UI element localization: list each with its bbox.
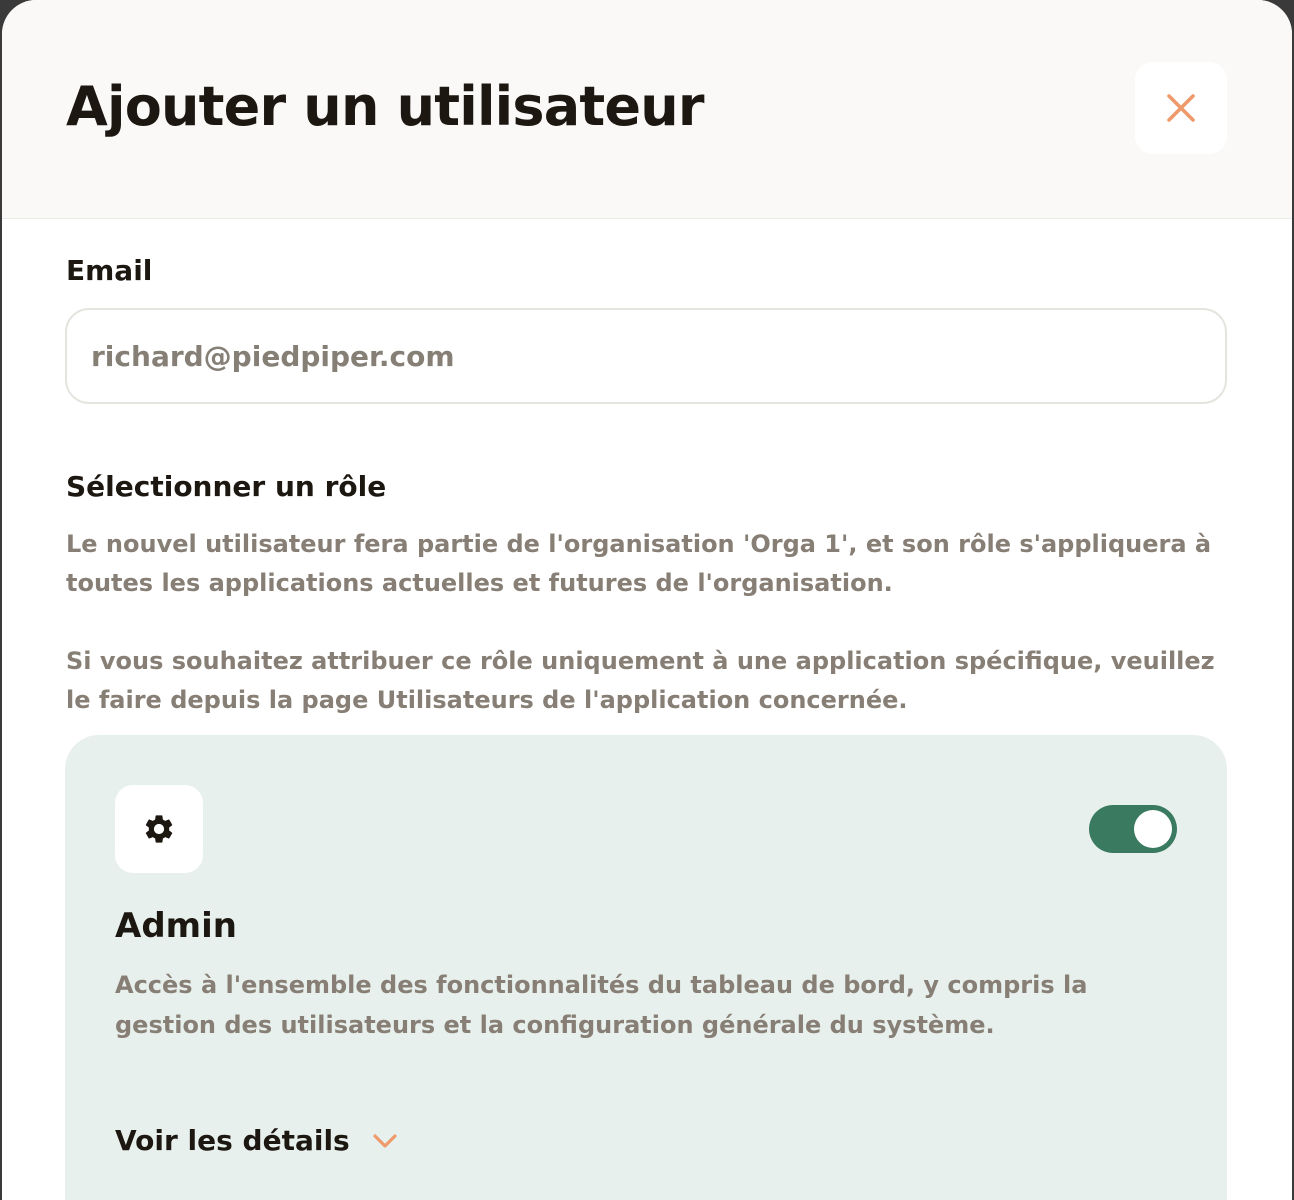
email-label: Email	[66, 254, 153, 287]
role-icon-box	[115, 785, 203, 873]
gear-icon	[142, 812, 176, 846]
close-button[interactable]	[1135, 62, 1227, 154]
add-user-dialog	[2, 0, 1292, 1200]
email-input[interactable]	[65, 308, 1227, 404]
toggle-knob	[1134, 810, 1172, 848]
view-details-button[interactable]	[115, 1120, 398, 1162]
role-toggle-admin[interactable]	[1089, 805, 1177, 853]
dialog-title: Ajouter un utilisateur	[66, 75, 704, 138]
view-details-label: Voir les détails	[115, 1124, 350, 1157]
role-section-label: Sélectionner un rôle	[66, 470, 387, 503]
role-description-application: Si vous souhaitez attribuer ce rôle uniquement à une application spécifique, veuillez le faire depuis la page Utilisateurs de l'application concernée.	[66, 647, 1215, 714]
role-description-organization: Le nouvel utilisateur fera partie de l'organisation 'Orga 1', et son rôle s'appliquera à toutes les applications actuelles et futures de l'organisation.	[66, 530, 1212, 597]
chevron-down-icon	[372, 1133, 398, 1149]
close-icon	[1165, 92, 1197, 124]
dialog-header	[2, 0, 1292, 219]
role-description: Accès à l'ensemble des fonctionnalités du tableau de bord, y compris la gestion des utilisateurs et la configuration générale du système.	[115, 971, 1088, 1039]
role-name: Admin	[115, 906, 237, 946]
role-card-admin[interactable]	[65, 735, 1227, 1200]
